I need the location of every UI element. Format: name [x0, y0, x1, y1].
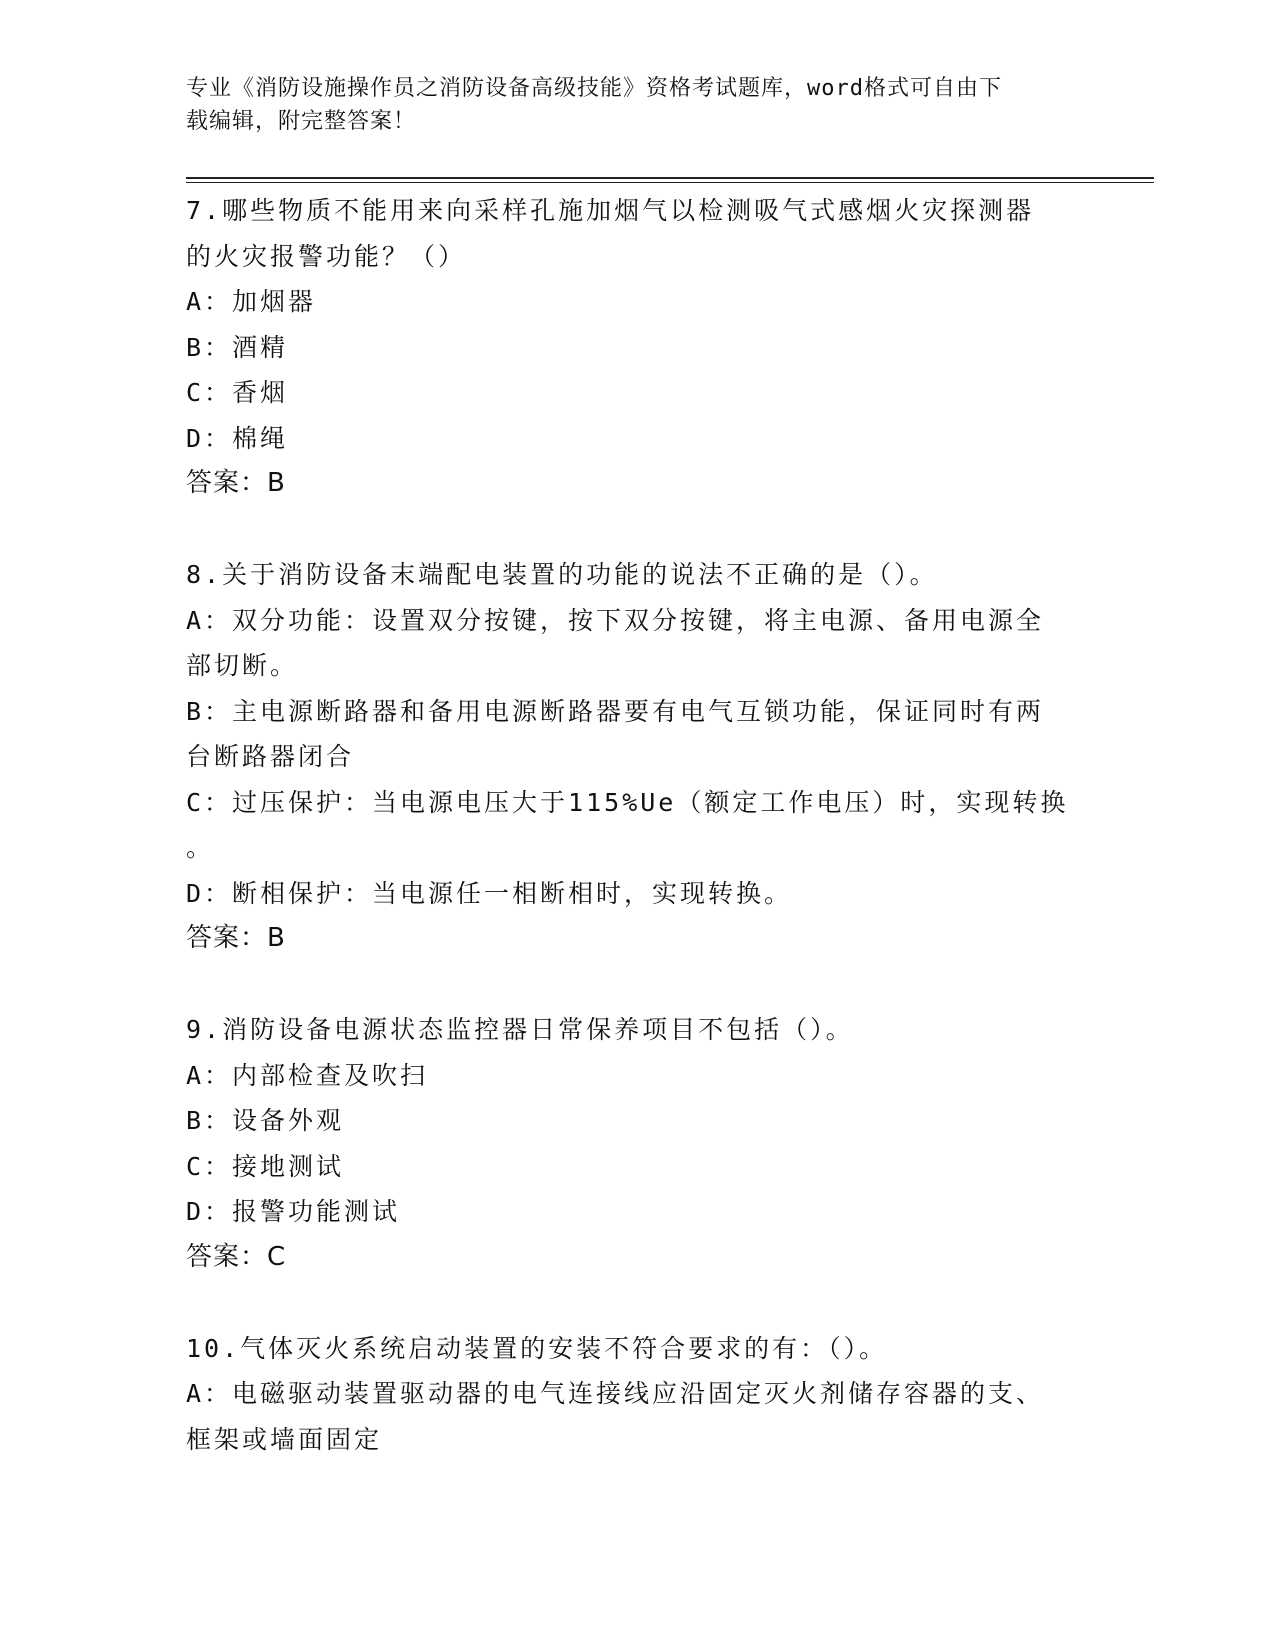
option-d: D：断相保护：当电源任一相断相时，实现转换。 [186, 878, 793, 908]
option-d: D：报警功能测试 [186, 1197, 401, 1226]
answer-line: 答案：B [186, 468, 286, 498]
option-b: B：酒精 [186, 332, 289, 362]
question-stem-line: 9.消防设备电源状态监控器日常保养项目不包括（）。 [186, 1015, 854, 1044]
option-d: D：棉绳 [186, 423, 289, 453]
option-b: B：主电源断路器和备用电源断路器要有电气互锁功能，保证同时有两 [186, 696, 1045, 726]
header-divider-thin [186, 182, 1154, 183]
option-a: A：电磁驱动装置驱动器的电气连接线应沿固定灭火剂储存容器的支、 [186, 1379, 1045, 1408]
answer-line: 答案：C [186, 1241, 287, 1272]
question-stem-line: 7.哪些物质不能用来向采样孔施加烟气以检测吸气式感烟火灾探测器 [186, 196, 1035, 225]
document-header [186, 72, 1066, 138]
header-divider-thick [186, 177, 1154, 179]
option-c: C：过压保护：当电源电压大于115%Ue（额定工作电压）时，实现转换 [186, 787, 1069, 817]
question-item [186, 1007, 1086, 1280]
answer-line: 答案：B [186, 923, 286, 953]
question-item [186, 1326, 1086, 1463]
question-stem-line: 的火灾报警功能？（） [186, 241, 467, 271]
question-item [186, 188, 1086, 507]
option-c: C：香烟 [186, 378, 289, 407]
option-b: B：设备外观 [186, 1106, 345, 1135]
question-item [186, 552, 1086, 962]
header-line-1: 专业《消防设施操作员之消防设备高级技能》资格考试题库，word格式可自由下 [186, 76, 1002, 101]
option-c-continued: 。 [186, 833, 215, 862]
option-c: C：接地测试 [186, 1151, 345, 1181]
option-a: A：双分功能：设置双分按键，按下双分按键，将主电源、备用电源全 [186, 605, 1045, 635]
question-stem-line: 8.关于消防设备末端配电装置的功能的说法不正确的是（）。 [186, 560, 938, 589]
option-a-continued: 部切断。 [186, 651, 299, 680]
question-list [186, 188, 1086, 1462]
option-a: A：加烟器 [186, 287, 317, 316]
question-stem-line: 10.气体灭火系统启动装置的安装不符合要求的有：（）。 [186, 1333, 888, 1363]
option-a: A：内部检查及吹扫 [186, 1060, 429, 1090]
header-line-2: 载编辑，附完整答案！ [186, 109, 417, 134]
option-b-continued: 台断路器闭合 [186, 742, 355, 771]
option-a-continued: 框架或墙面固定 [186, 1424, 383, 1454]
